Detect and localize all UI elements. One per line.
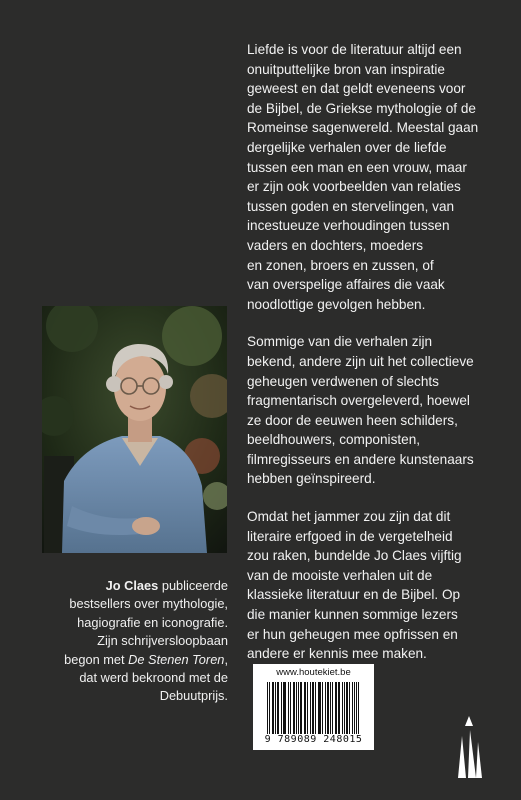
blurb-line: hebben geïnspireerd. xyxy=(247,471,376,487)
barcode-bar xyxy=(336,682,337,734)
barcode-bar xyxy=(338,682,339,734)
barcode-bar xyxy=(332,682,333,734)
barcode-bar xyxy=(269,682,270,734)
blurb-line: noodlottige gevolgen hebben. xyxy=(247,296,426,312)
barcode-bar xyxy=(354,682,355,734)
blurb-line: klassieke literatuur en de Bijbel. Op xyxy=(247,587,461,603)
barcode-bar xyxy=(322,682,323,734)
author-bio-text: , xyxy=(224,651,228,667)
barcode-bar xyxy=(293,682,294,734)
barcode-bar xyxy=(310,682,311,734)
author-bio-text: begon met xyxy=(64,651,129,667)
author-bio-line-7: Debuutprijs. xyxy=(159,688,228,704)
isbn-number: 9 789089 248015 xyxy=(264,734,363,745)
blurb-line: er hun geheugen mee opfrissen en xyxy=(247,626,458,642)
barcode-bar xyxy=(346,682,347,734)
barcode-bar xyxy=(294,682,295,734)
blurb-line: fragmentarisch overgeleverd, hoewel xyxy=(247,393,470,409)
barcode-panel xyxy=(253,664,374,750)
barcode-bar xyxy=(315,682,316,734)
barcode-bar xyxy=(290,682,291,734)
author-bio xyxy=(60,577,228,706)
barcode-bar xyxy=(320,682,321,734)
blurb-paragraph-3 xyxy=(247,507,509,664)
barcode-bar xyxy=(313,682,314,734)
blurb-line: incestueuze verhoudingen tussen xyxy=(247,218,450,234)
blurb-line: literaire erfgoed in de vergetelheid xyxy=(247,528,453,544)
blurb-line: beeldhouwers, componisten, xyxy=(247,432,421,448)
author-bio-line-5 xyxy=(60,651,228,669)
blurb-line: de Bijbel, de Griekse mythologie of de xyxy=(247,100,476,116)
barcode-bar xyxy=(318,682,319,734)
blurb-line: tussen een man en een vrouw, maar xyxy=(247,159,467,175)
blurb-line: Romeinse sagenwereld. Meestal gaan xyxy=(247,120,479,136)
barcode-bar xyxy=(273,682,274,734)
blurb-line: Sommige van die verhalen zijn xyxy=(247,334,433,350)
publisher-url: www.houtekiet.be xyxy=(276,667,351,678)
blurb-paragraph-1 xyxy=(247,40,509,314)
blurb-line: vaders en dochters, moeders xyxy=(247,237,424,253)
blurb-text xyxy=(247,40,509,682)
barcode-bar xyxy=(284,682,285,734)
barcode-bars xyxy=(267,682,360,734)
blurb-line: er zijn ook voorbeelden van relaties xyxy=(247,179,461,195)
blurb-line: tussen goden en stervelingen, van xyxy=(247,198,455,214)
barcode-bar xyxy=(300,682,301,734)
barcode-bar xyxy=(339,682,340,734)
blurb-line: van de mooiste verhalen uit de xyxy=(247,567,433,583)
portrait-illustration xyxy=(42,306,227,553)
blurb-line: Liefde is voor de literatuur altijd een xyxy=(247,42,462,57)
blurb-line: bekend, andere zijn uit het collectieve xyxy=(247,353,474,369)
barcode-bar xyxy=(275,682,276,734)
author-bio-line-4: Zijn schrijversloopbaan xyxy=(97,633,228,649)
barcode-bar xyxy=(330,682,331,734)
author-bio-line-3: hagiografie en iconografie. xyxy=(77,614,228,630)
blurb-line: geheugen verdwenen of slechts xyxy=(247,373,439,389)
blurb-line: filmregisseurs en andere kunstenaars xyxy=(247,451,474,467)
blurb-paragraph-2 xyxy=(247,332,509,489)
blurb-line: Omdat het jammer zou zijn dat dit xyxy=(247,509,451,525)
barcode-bar xyxy=(301,682,302,734)
barcode-bar xyxy=(327,682,328,734)
blurb-line: dergelijke verhalen over de liefde xyxy=(247,139,447,155)
blurb-line: zou raken, bundelde Jo Claes vijftig xyxy=(247,548,462,564)
barcode-bar xyxy=(342,682,343,734)
barcode-bar xyxy=(358,682,359,734)
author-name: Jo Claes xyxy=(105,578,159,593)
barcode-bar xyxy=(267,682,268,734)
blurb-line: andere er kennis mee maken. xyxy=(247,646,427,662)
barcode-bar xyxy=(344,682,345,734)
barcode-bar xyxy=(296,682,297,734)
barcode-bar xyxy=(307,682,308,734)
blurb-line: die manier kunnen sommige lezers xyxy=(247,607,458,623)
barcode-bar xyxy=(304,682,305,734)
author-bio-line-1 xyxy=(60,577,228,595)
barcode-bar xyxy=(281,682,282,734)
blurb-line: geweest en dat geldt eveneens voor xyxy=(247,81,466,97)
barcode-bar xyxy=(288,682,289,734)
barcode-bar xyxy=(283,682,284,734)
blurb-line: en zonen, broers en zussen, of xyxy=(247,257,434,273)
barcode-bar xyxy=(349,682,350,734)
author-bio-line-6: dat werd bekroond met de xyxy=(79,670,228,686)
barcode-bar xyxy=(272,682,273,734)
barcode-bar xyxy=(277,682,278,734)
barcode-bar xyxy=(319,682,320,734)
book-title-reference: De Stenen Toren xyxy=(128,651,225,667)
author-bio-line-2: bestsellers over mythologie, xyxy=(69,596,228,612)
barcode-bar xyxy=(305,682,306,734)
barcode-bar xyxy=(298,682,299,734)
barcode-bar xyxy=(347,682,348,734)
houtekiet-logo-icon xyxy=(456,716,482,778)
barcode-bar xyxy=(312,682,313,734)
author-portrait-image xyxy=(42,306,227,553)
barcode-bar xyxy=(328,682,329,734)
barcode-bar xyxy=(285,682,286,734)
blurb-line: onuitputtelijke bron van inspiratie xyxy=(247,61,445,77)
blurb-line: ze door de eeuwen heen schilders, xyxy=(247,412,458,428)
barcode-bar xyxy=(356,682,357,734)
barcode-bar xyxy=(335,682,336,734)
barcode-bar xyxy=(325,682,326,734)
author-bio-text: publiceerde xyxy=(158,578,228,593)
barcode-bar xyxy=(352,682,353,734)
barcode-bar xyxy=(278,682,279,734)
blurb-line: van overspelige affaires die vaak xyxy=(247,277,445,293)
